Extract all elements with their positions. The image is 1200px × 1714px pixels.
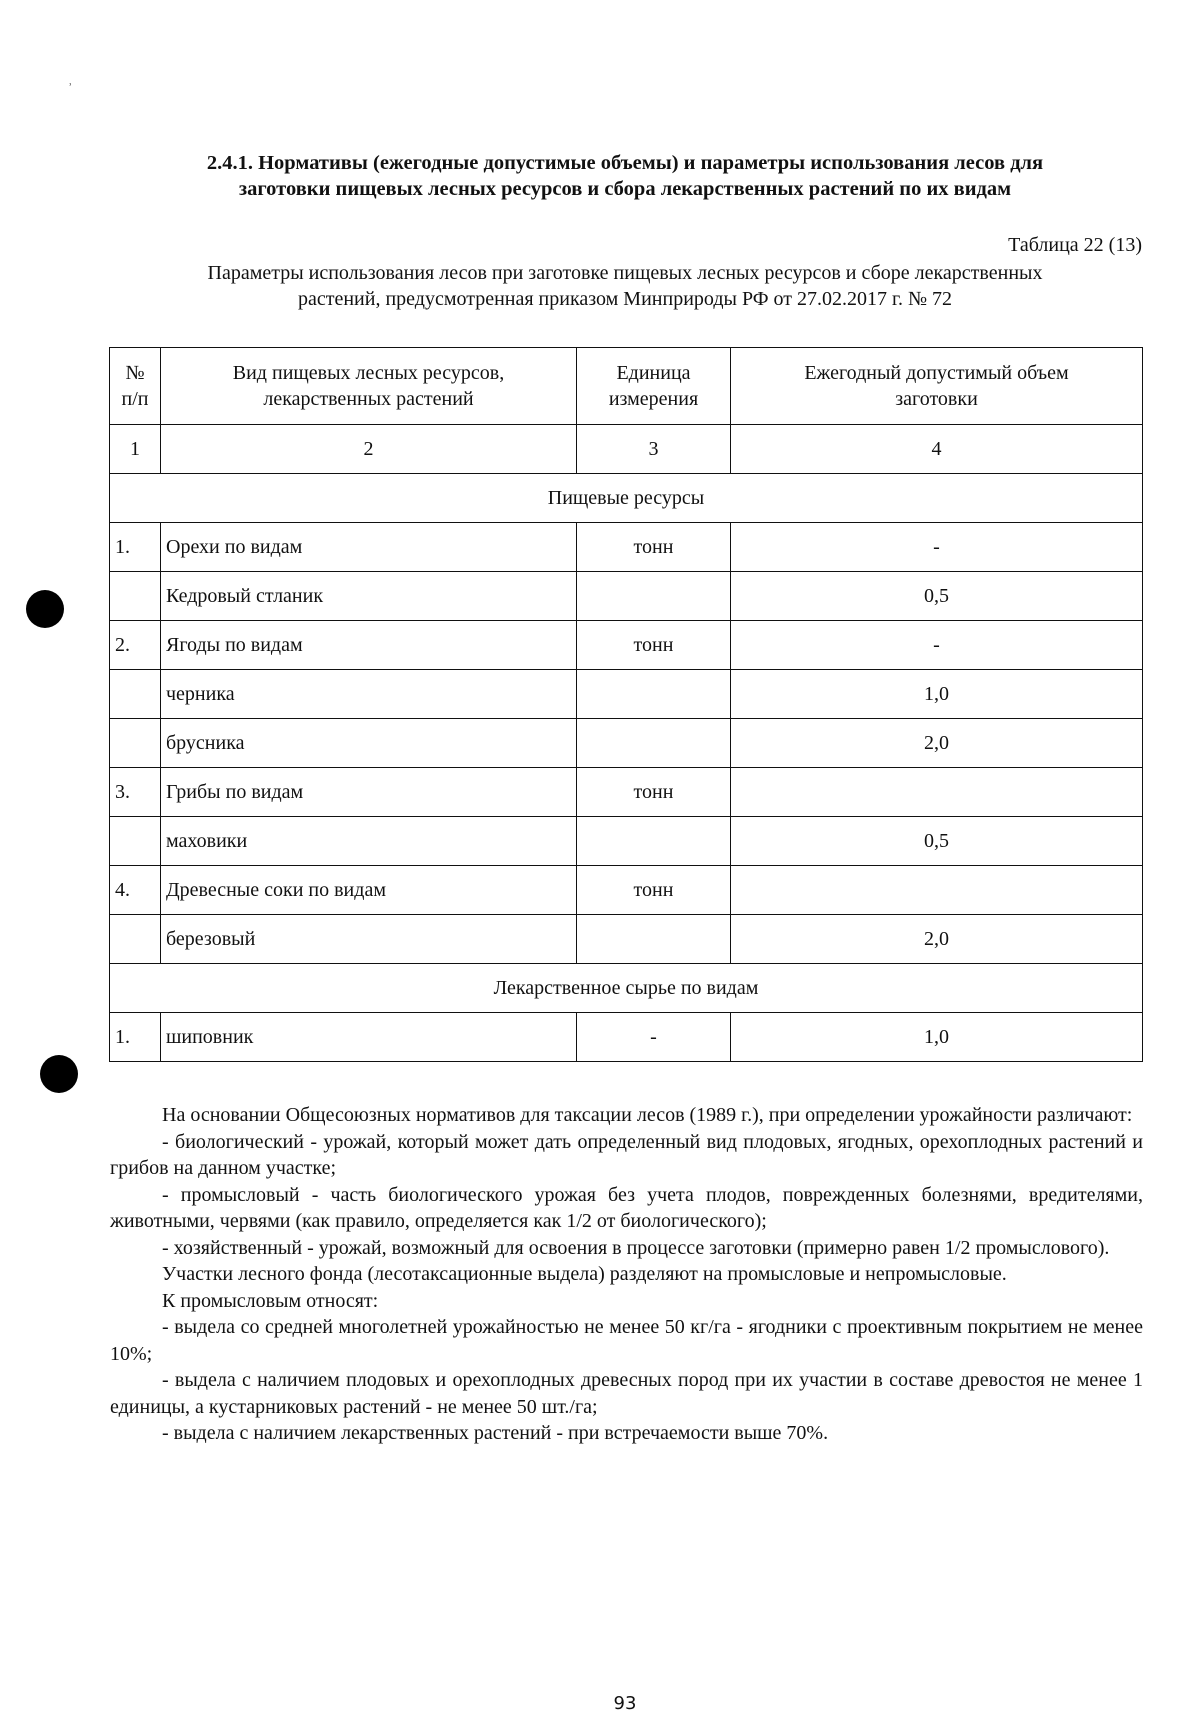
header-resource-type: Вид пищевых лесных ресурсов, лекарственных растений: [161, 348, 577, 425]
table-row: [110, 817, 1143, 866]
cell-volume: 1,0: [731, 670, 1143, 719]
cell-number: 1.: [110, 523, 161, 572]
cell-volume: [731, 768, 1143, 817]
cell-volume: [731, 866, 1143, 915]
cell-number: [110, 572, 161, 621]
cell-unit: тонн: [577, 768, 731, 817]
table-label: Таблица 22 (13): [1008, 234, 1142, 256]
heading-line-2: заготовки пищевых лесных ресурсов и сбора лекарственных растений по их видам: [238, 178, 1012, 200]
section-row: [110, 474, 1143, 523]
cell-name: Орехи по видам: [161, 523, 577, 572]
scan-speck: ʾ: [68, 82, 73, 97]
cell-name: Ягоды по видам: [161, 621, 577, 670]
cell-unit: [577, 817, 731, 866]
paragraph: - хозяйственный - урожай, возможный для освоения в процессе заготовки (примерно равен 1/2 промыслового).: [162, 1236, 1110, 1259]
column-number: 3: [577, 425, 731, 474]
cell-unit: [577, 915, 731, 964]
section-title: Пищевые ресурсы: [110, 474, 1143, 523]
cell-number: [110, 915, 161, 964]
header-number: № п/п: [110, 348, 161, 425]
cell-unit: [577, 719, 731, 768]
paragraph: К промысловым относят:: [162, 1289, 379, 1312]
section-heading: [110, 150, 1140, 202]
heading-line-1: 2.4.1. Нормативы (ежегодные допустимые объемы) и параметры использования лесов для: [206, 152, 1044, 174]
table-row: [110, 670, 1143, 719]
cell-name: шиповник: [161, 1013, 577, 1062]
paragraph: - выдела со средней многолетней урожайностью не менее 50 кг/га - ягодники с проективным покрытием не менее 10%;: [110, 1316, 1143, 1365]
cell-number: 3.: [110, 768, 161, 817]
paragraph: - биологический - урожай, который может дать определенный вид плодовых, ягодных, орехоплодных растений и грибов на данном участке;: [110, 1130, 1143, 1179]
paragraph: На основании Общесоюзных нормативов для таксации лесов (1989 г.), при определении урожайности различают:: [162, 1104, 1133, 1126]
column-number-row: [110, 425, 1143, 474]
cell-volume: 2,0: [731, 719, 1143, 768]
cell-number: [110, 719, 161, 768]
cell-name: Кедровый стланик: [161, 572, 577, 621]
header-unit: Единица измерения: [577, 348, 731, 425]
table-row: [110, 1013, 1143, 1062]
cell-name: Грибы по видам: [161, 768, 577, 817]
table-header-row: [110, 348, 1143, 425]
cell-volume: -: [731, 523, 1143, 572]
cell-unit: -: [577, 1013, 731, 1062]
table-row: [110, 621, 1143, 670]
punch-hole-mark: [40, 1055, 78, 1093]
cell-unit: тонн: [577, 621, 731, 670]
section-row: [110, 964, 1143, 1013]
cell-name: черника: [161, 670, 577, 719]
cell-number: [110, 670, 161, 719]
header-annual-volume: Ежегодный допустимый объем заготовки: [731, 348, 1143, 425]
paragraph: - промысловый - часть биологического урожая без учета плодов, поврежденных болезнями, вредителями, животными, червями (как правило, определяется как 1/2 от биологического);: [110, 1183, 1143, 1232]
punch-hole-mark: [26, 590, 64, 628]
cell-volume: 0,5: [731, 572, 1143, 621]
body-text: [110, 1102, 1143, 1447]
cell-number: [110, 817, 161, 866]
column-number: 4: [731, 425, 1143, 474]
table-row: [110, 523, 1143, 572]
cell-number: 1.: [110, 1013, 161, 1062]
table-caption: [110, 260, 1140, 312]
cell-number: 4.: [110, 866, 161, 915]
caption-line-1: Параметры использования лесов при заготовке пищевых лесных ресурсов и сборе лекарственных: [207, 262, 1043, 284]
table-row: [110, 915, 1143, 964]
cell-volume: 2,0: [731, 915, 1143, 964]
cell-name: брусника: [161, 719, 577, 768]
caption-line-2: растений, предусмотренная приказом Минприроды РФ от 27.02.2017 г. № 72: [297, 288, 953, 310]
table-row: [110, 768, 1143, 817]
cell-volume: 1,0: [731, 1013, 1143, 1062]
page-number: 93: [613, 1693, 637, 1714]
cell-unit: тонн: [577, 866, 731, 915]
column-number: 1: [110, 425, 161, 474]
table-row: [110, 866, 1143, 915]
cell-volume: 0,5: [731, 817, 1143, 866]
cell-volume: -: [731, 621, 1143, 670]
cell-unit: [577, 572, 731, 621]
cell-number: 2.: [110, 621, 161, 670]
cell-name: березовый: [161, 915, 577, 964]
section-title: Лекарственное сырье по видам: [110, 964, 1143, 1013]
cell-unit: тонн: [577, 523, 731, 572]
paragraph: - выдела с наличием плодовых и орехоплодных древесных пород при их участии в составе древостоя не менее 1 единицы, а кустарниковых растений - не менее 50 шт./га;: [110, 1369, 1143, 1418]
paragraph: Участки лесного фонда (лесотаксационные выдела) разделяют на промысловые и непромысловые.: [162, 1263, 1007, 1285]
norms-table: [109, 347, 1143, 1062]
cell-name: Древесные соки по видам: [161, 866, 577, 915]
cell-unit: [577, 670, 731, 719]
table-row: [110, 572, 1143, 621]
paragraph: - выдела с наличием лекарственных растений - при встречаемости выше 70%.: [162, 1422, 829, 1444]
column-number: 2: [161, 425, 577, 474]
cell-name: маховики: [161, 817, 577, 866]
table-row: [110, 719, 1143, 768]
